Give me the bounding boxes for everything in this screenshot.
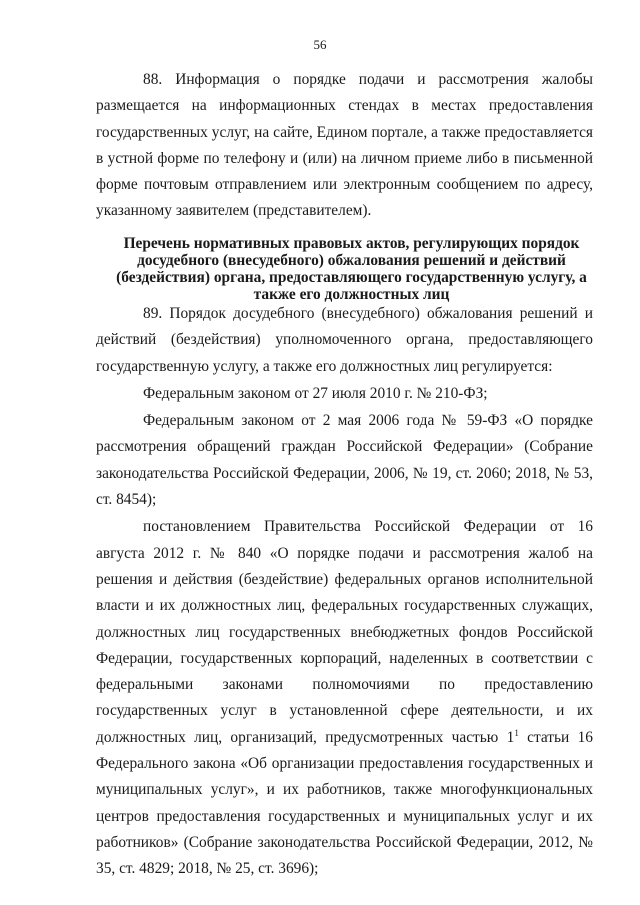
law-210-fz: Федеральным законом от 27 июля 2010 г. № 210-ФЗ; bbox=[143, 384, 488, 402]
paragraph-89: 89. Порядок досудебного (внесудебного) обжалования решений и действий (бездействия) уполномоченного органа, предоставляющего государственную услугу, а также его должностных лиц регулируется: bbox=[96, 305, 593, 375]
paragraph-89-block bbox=[96, 301, 593, 883]
decree-840-text-start: постановлением Правительства Российской Федерации от 16 августа 2012 г. № 840 «О порядке подачи и рассмотрения жалоб на решения и действия (бездействие) федеральных органов исполнительной власти и их должностных лиц, федеральных государственных служащих, должностных лиц государственных внебюджетных фондов Российской Федерации, государственных корпораций, наделенных в соответствии с федеральными законами полномочиями по предоставлению государственных услуг в установленной сфере деятельности, и их должностных лиц, организаций, предусмотренных частью 1 bbox=[96, 518, 593, 746]
paragraph-88: 88. Информация о порядке подачи и рассмотрения жалобы размещается на информационных стендах в местах предоставления государственных услуг, на сайте, Едином портале, а также предоставляется в устной форме по телефону и (или) на личном приеме либо в письменной форме почтовым отправлением или электронным сообщением по адресу, указанному заявителем (представителем). bbox=[96, 71, 593, 220]
page-number: 56 bbox=[313, 37, 327, 52]
decree-840 bbox=[96, 514, 593, 882]
section-heading: Перечень нормативных правовых актов, регулирующих порядок досудебного (внесудебного) обжалования решений и действий (бездействия) органа, предоставляющего государственную услугу, а также его должностных лиц bbox=[116, 235, 587, 303]
section-heading-block bbox=[96, 235, 593, 303]
decree-840-text-end: статьи 16 Федерального закона «Об организации предоставления государственных и муниципальных услуг», и их работников, также многофункциональных центров предоставления государственных и муниципальных услуг и их работников» (Собрание законодательства Российской Федерации, 2012, № 35, ст. 4829; 2018, № 25, ст. 3696); bbox=[96, 728, 594, 878]
paragraph-88-block bbox=[96, 67, 593, 225]
decree-840-superscript: 1 bbox=[514, 727, 519, 738]
law-59-fz: Федеральным законом от 2 мая 2006 года № 59-ФЗ «О порядке рассмотрения обращений граждан Российской Федерации» (Собрание законодательства Российской Федерации, 2006, № 19, ст. 2060; 2018, № 53, ст. 8454); bbox=[96, 412, 593, 509]
